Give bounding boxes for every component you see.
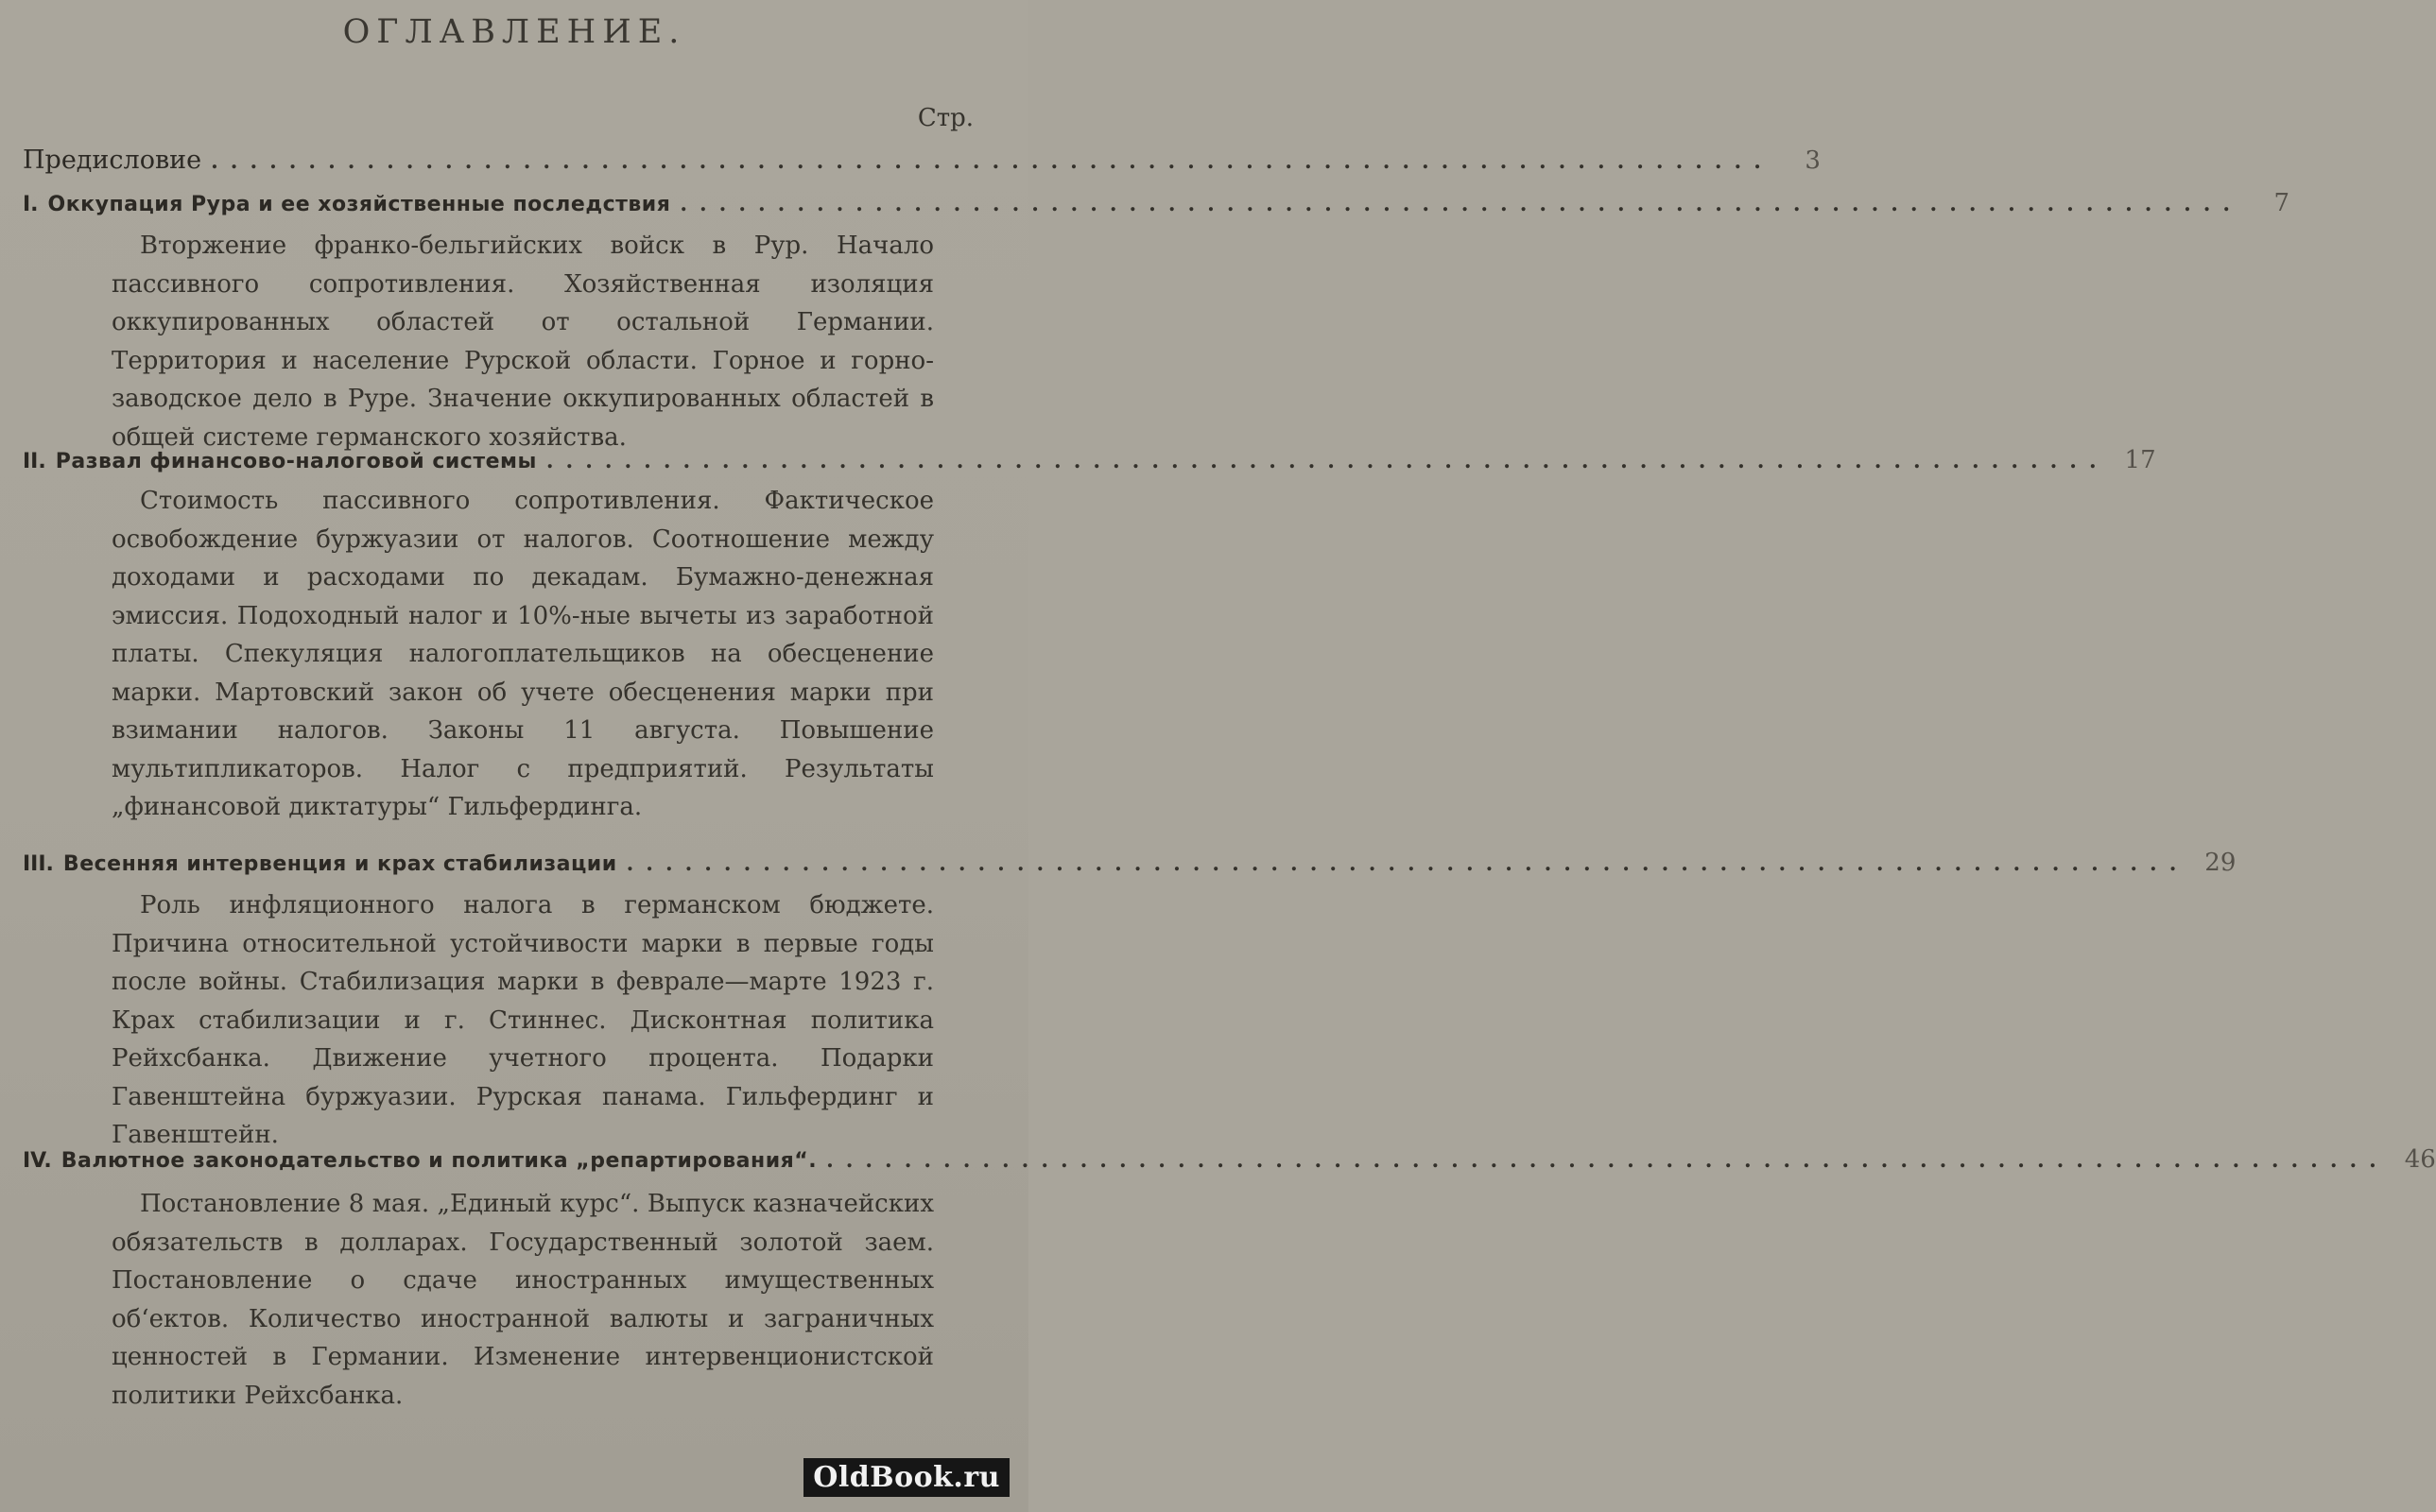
toc-entry-preface xyxy=(23,146,1821,183)
dot-leader: ................................................................................ xyxy=(626,851,2189,876)
toc-entry-chapter-3 xyxy=(23,849,2237,886)
chapter-title: Валютное законодательство и политика „репартирования“. xyxy=(60,1149,818,1173)
chapter-number: IV. xyxy=(23,1149,52,1173)
chapter-page: 7 xyxy=(2273,189,2290,217)
dot-leader: ................................................................................ xyxy=(680,192,2243,216)
toc-entry-page: 3 xyxy=(1805,146,1821,175)
chapter-title: Развал финансово-налоговой системы xyxy=(55,450,537,473)
toc-entry-title: Предисловие xyxy=(23,146,202,175)
page-column-label: Стр. xyxy=(917,104,974,132)
chapter-summary-4: Постановление 8 мая. „Единый курс“. Выпуск казначейских обязательств в долларах. Государственный золотой заем. Постановление о сдаче иностранных имущественных об‘ектов. Количество иностранной валюты и заграничных ценностей в Германии. Изменение интервенционистской политики Рейхсбанка. xyxy=(112,1190,934,1410)
toc-entry-chapter-1 xyxy=(23,189,2290,227)
dot-leader: ................................................................................ xyxy=(211,149,1773,174)
chapter-number: II. xyxy=(23,450,46,473)
page-heading: ОГЛАВЛЕНИЕ. xyxy=(342,13,686,51)
toc-entry-chapter-2 xyxy=(23,446,2156,484)
chapter-number: I. xyxy=(23,193,39,216)
chapter-page: 17 xyxy=(2124,446,2156,474)
chapter-number: III. xyxy=(23,852,54,876)
watermark-logo: OldBook.ru xyxy=(803,1458,1010,1497)
toc-entry-chapter-4 xyxy=(23,1145,2436,1183)
chapter-summary-1: Вторжение франко-бельгийских войск в Рур. Начало пассивного сопротивления. Хозяйственная изоляция оккупированных областей от остальной Германии. Территория и население Рурской области. Горное и горно-заводское дело в Руре. Значение оккупированных областей в общей системе германского хозяйства. xyxy=(112,232,934,452)
dot-leader: ................................................................................ xyxy=(826,1148,2389,1173)
dot-leader: ................................................................................ xyxy=(545,449,2109,473)
chapter-summary-2: Стоимость пассивного сопротивления. Фактическое освобождение буржуазии от налогов. Соотношение между доходами и расходами по декадам. Бумажно-денежная эмиссия. Подоходный налог и 10%-ные вычеты из заработной платы. Спекуляция налогоплательщиков на обесценение марки. Мартовский закон об учете обесценения марки при взимании налогов. Законы 11 августа. Повышение мультипликаторов. Налог с предприятий. Результаты „финансовой диктатуры“ Гильфердинга. xyxy=(112,487,934,821)
chapter-title: Оккупация Рура и ее хозяйственные последствия xyxy=(47,193,671,216)
chapter-page: 29 xyxy=(2204,849,2237,877)
chapter-summary-3: Роль инфляционного налога в германском бюджете. Причина относительной устойчивости марки в первые годы после войны. Стабилизация марки в феврале—марте 1923 г. Крах стабилизации и г. Стиннес. Дисконтная политика Рейхсбанка. Движение учетного процента. Подарки Гавенштейна буржуазии. Рурская панама. Гильфердинг и Гавенштейн. xyxy=(112,891,934,1149)
chapter-title: Весенняя интервенция и крах стабилизации xyxy=(62,852,617,876)
chapter-page: 46 xyxy=(2404,1145,2436,1174)
